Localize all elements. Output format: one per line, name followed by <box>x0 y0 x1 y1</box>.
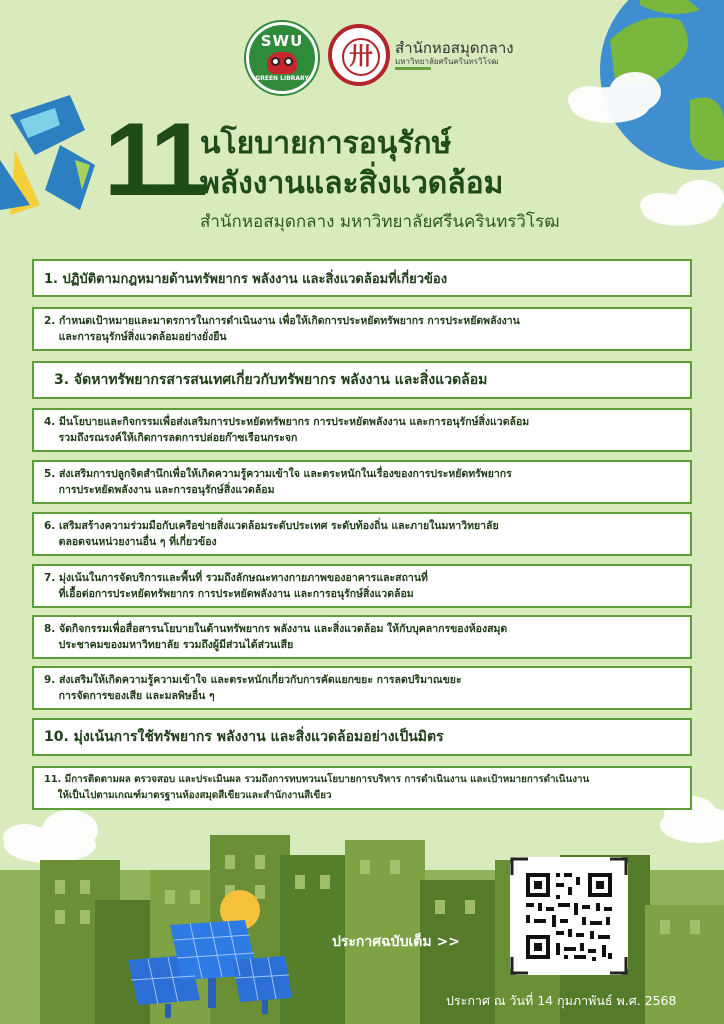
policy-text-line2: ประชาคมของมหาวิทยาลัย รวมถึงผู้มีส่วนได้ส่วนเสีย <box>44 639 294 651</box>
policy-text: 3. จัดหาทรัพยากรสารสนเทศเกี่ยวกับทรัพยากร พลังงาน และสิ่งแวดล้อม <box>54 372 488 388</box>
title-line-1: นโยบายการอนุรักษ์ <box>200 126 452 161</box>
policy-text-line2: และการอนุรักษ์สิ่งแวดล้อมอย่างยั่งยืน <box>44 331 227 343</box>
policy-text-line1: 5. ส่งเสริมการปลูกจิตสำนึกเพื่อให้เกิดความรู้ความเข้าใจ และตระหนักในเรื่องของการประหยัดทรัพยากร <box>44 468 512 480</box>
central-library-logo <box>328 24 390 86</box>
swu-green-library-logo <box>246 22 318 94</box>
policy-item-8 <box>32 615 692 659</box>
policy-text-line2: ให้เป็นไปตามเกณฑ์มาตรฐานห้องสมุดสีเขียวและสำนักงานสีเขียว <box>44 790 332 801</box>
policy-text-line1: 8. จัดกิจกรรมเพื่อสื่อสารนโยบายในด้านทรัพยากร พลังงาน และสิ่งแวดล้อม ให้กับบุคลากรของห้องสมุด <box>44 623 508 635</box>
policy-text-line1: 4. มีนโยบายและกิจกรรมเพื่อส่งเสริมการประหยัดทรัพยากร การประหยัดพลังงาน และการอนุรักษ์สิ่งแวดล้อม <box>44 416 530 428</box>
announcement-date: ประกาศ ณ วันที่ 14 กุมภาพันธ์ พ.ศ. 2568 <box>446 993 677 1008</box>
swu-logo-subtext: GREEN LIBRARY <box>255 75 309 82</box>
policy-text-line1: 6. เสริมสร้างความร่วมมือกับเครือข่ายสิ่งแวดล้อมระดับประเทศ ระดับท้องถิ่น และภายในมหาวิทยาลัย <box>44 520 499 532</box>
policy-item-10 <box>32 718 692 756</box>
full-announcement-link[interactable]: ประกาศฉบับเต็ม >> <box>332 934 460 950</box>
library-name: สำนักหอสมุดกลาง <box>395 39 514 57</box>
swu-logo-text: SWU <box>260 32 304 50</box>
policy-item-2 <box>32 307 692 351</box>
library-underline <box>395 67 431 70</box>
policy-item-11 <box>32 766 692 810</box>
policy-text: 10. มุ่งเน้นการใช้ทรัพยากร พลังงาน และสิ่งแวดล้อมอย่างเป็นมิตร <box>44 729 444 745</box>
policy-item-1 <box>32 259 692 297</box>
recycle-icon <box>0 95 95 215</box>
policy-text-line1: 7. มุ่งเน้นในการจัดบริการและพื้นที่ รวมถึงลักษณะทางกายภาพของอาคารและสถานที่ <box>44 572 428 584</box>
policy-text-line2: ที่เอื้อต่อการประหยัดทรัพยากร การประหยัดพลังงาน และการอนุรักษ์สิ่งแวดล้อม <box>44 588 414 600</box>
policy-text-line1: 2. กำหนดเป้าหมายและมาตรการในการดำเนินงาน เพื่อให้เกิดการประหยัดทรัพยากร การประหยัดพลังงาน <box>44 315 520 327</box>
policy-text-line2: ตลอดจนหน่วยงานอื่น ๆ ที่เกี่ยวข้อง <box>44 536 217 548</box>
policy-text-line1: 9. ส่งเสริมให้เกิดความรู้ความเข้าใจ และตระหนักเกี่ยวกับการคัดแยกขยะ การลดปริมาณขยะ <box>44 674 462 686</box>
policy-text: 1. ปฏิบัติตามกฎหมายด้านทรัพยากร พลังงาน และสิ่งแวดล้อมที่เกี่ยวข้อง <box>44 271 448 287</box>
policy-item-6 <box>32 512 692 556</box>
policy-item-5 <box>32 460 692 504</box>
policy-item-9 <box>32 666 692 710</box>
qr-code[interactable] <box>510 857 628 975</box>
library-emblem-icon: 卅 <box>342 38 380 76</box>
owl-icon <box>267 52 297 74</box>
subtitle: สำนักหอสมุดกลาง มหาวิทยาลัยศรีนครินทรวิโรฒ <box>200 212 560 232</box>
policy-text-line2: รวมถึงรณรงค์ให้เกิดการลดการปล่อยก๊าซเรือนกระจก <box>44 432 298 444</box>
title-number: 11 <box>104 102 202 218</box>
qr-code-icon <box>510 857 628 975</box>
library-subname: มหาวิทยาลัยศรีนครินทรวิโรฒ <box>395 57 499 66</box>
policy-text-line1: 11. มีการติดตามผล ตรวจสอบ และประเมินผล รวมถึงการทบทวนนโยบายการบริหาร การดำเนินงาน และเป้าหมายการดำเนินงาน <box>44 774 590 785</box>
title-line-2: พลังงานและสิ่งแวดล้อม <box>200 166 504 201</box>
policy-text-line2: การประหยัดพลังงาน และการอนุรักษ์สิ่งแวดล้อม <box>44 484 275 496</box>
policy-item-4 <box>32 408 692 452</box>
policy-item-3 <box>32 361 692 399</box>
policy-text-line2: การจัดการของเสีย และมลพิษอื่น ๆ <box>44 690 215 702</box>
policy-item-7 <box>32 564 692 608</box>
